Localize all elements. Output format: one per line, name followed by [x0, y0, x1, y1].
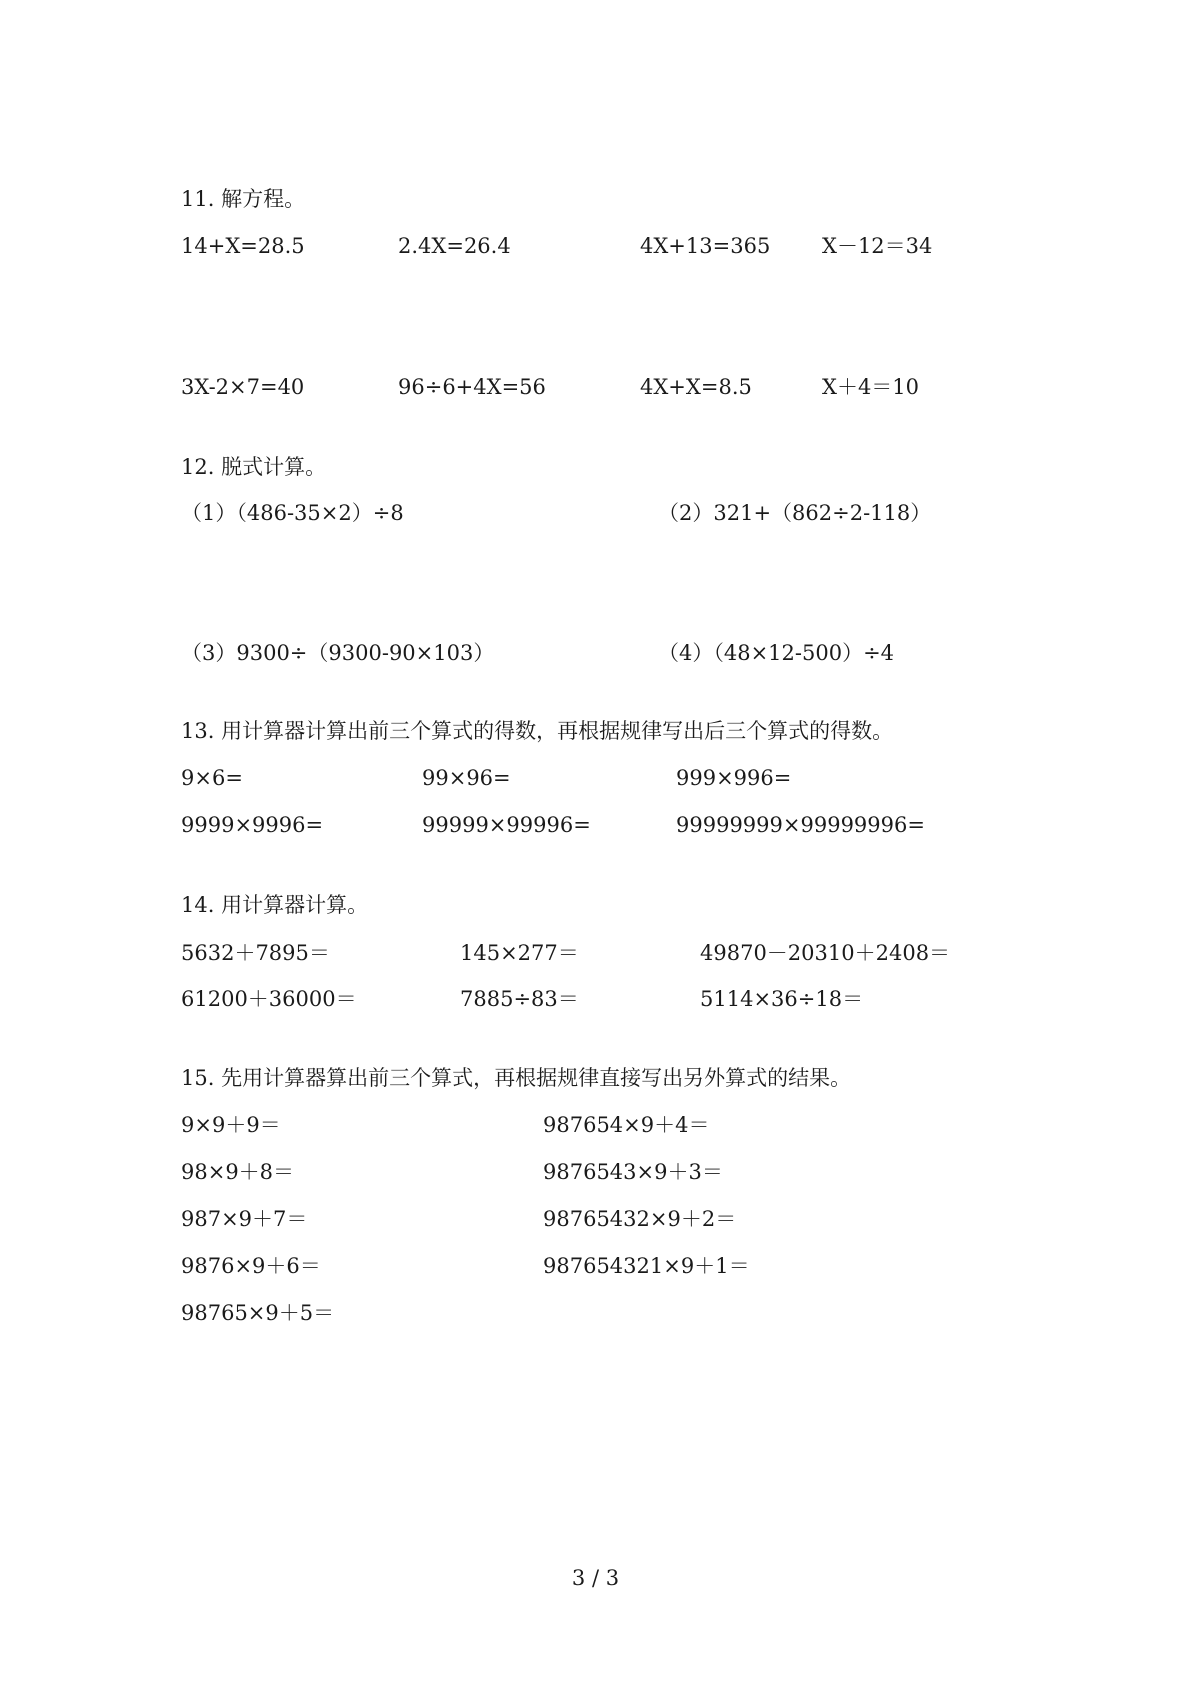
q13-expr-5: 99999×99996=	[422, 813, 591, 837]
q14-expr-4: 61200＋36000＝	[181, 987, 357, 1011]
q13-expr-1: 9×6=	[181, 766, 243, 790]
q15-left-4: 9876×9＋6＝	[181, 1254, 321, 1278]
q15-right-4: 987654321×9＋1＝	[543, 1254, 750, 1278]
q15-right-3: 98765432×9＋2＝	[543, 1207, 737, 1231]
q13-expr-3: 999×996=	[676, 766, 792, 790]
q11-heading: 11. 解方程。	[181, 187, 306, 211]
q14-expr-1: 5632＋7895＝	[181, 941, 330, 965]
q11-equation-1: 14+X=28.5	[181, 234, 305, 258]
q12-item-3: （3）9300÷（9300-90×103）	[181, 641, 495, 665]
q11-equation-3: 4X+13=365	[640, 234, 771, 258]
q14-expr-5: 7885÷83＝	[460, 987, 579, 1011]
q12-item-2: （2）321+（862÷2-118）	[658, 501, 932, 525]
q15-left-3: 987×9＋7＝	[181, 1207, 308, 1231]
q13-expr-2: 99×96=	[422, 766, 511, 790]
q11-equation-7: 4X+X=8.5	[640, 375, 752, 399]
page-number: 3 / 3	[571, 1566, 620, 1590]
q13-expr-4: 9999×9996=	[181, 813, 324, 837]
q15-right-2: 9876543×9＋3＝	[543, 1160, 723, 1184]
q11-equation-2: 2.4X=26.4	[398, 234, 511, 258]
q15-left-5: 98765×9＋5＝	[181, 1301, 335, 1325]
q11-equation-8: X＋4＝10	[822, 375, 920, 399]
q11-equation-4: X－12＝34	[822, 234, 933, 258]
q14-expr-2: 145×277＝	[460, 941, 579, 965]
q13-heading: 13. 用计算器计算出前三个算式的得数，再根据规律写出后三个算式的得数。	[181, 719, 894, 743]
q15-left-2: 98×9＋8＝	[181, 1160, 295, 1184]
q13-expr-6: 99999999×99999996=	[676, 813, 925, 837]
q15-left-1: 9×9＋9＝	[181, 1113, 281, 1137]
q14-expr-3: 49870－20310＋2408＝	[700, 941, 951, 965]
q11-equation-6: 96÷6+4X=56	[398, 375, 546, 399]
q12-item-1: （1）（486-35×2）÷8	[181, 501, 404, 525]
q15-right-1: 987654×9＋4＝	[543, 1113, 710, 1137]
q11-equation-5: 3X-2×7=40	[181, 375, 305, 399]
q15-heading: 15. 先用计算器算出前三个算式，再根据规律直接写出另外算式的结果。	[181, 1066, 852, 1090]
q12-item-4: （4）（48×12-500）÷4	[658, 641, 895, 665]
q14-expr-6: 5114×36÷18＝	[700, 987, 864, 1011]
q12-heading: 12. 脱式计算。	[181, 455, 327, 479]
q14-heading: 14. 用计算器计算。	[181, 893, 369, 917]
